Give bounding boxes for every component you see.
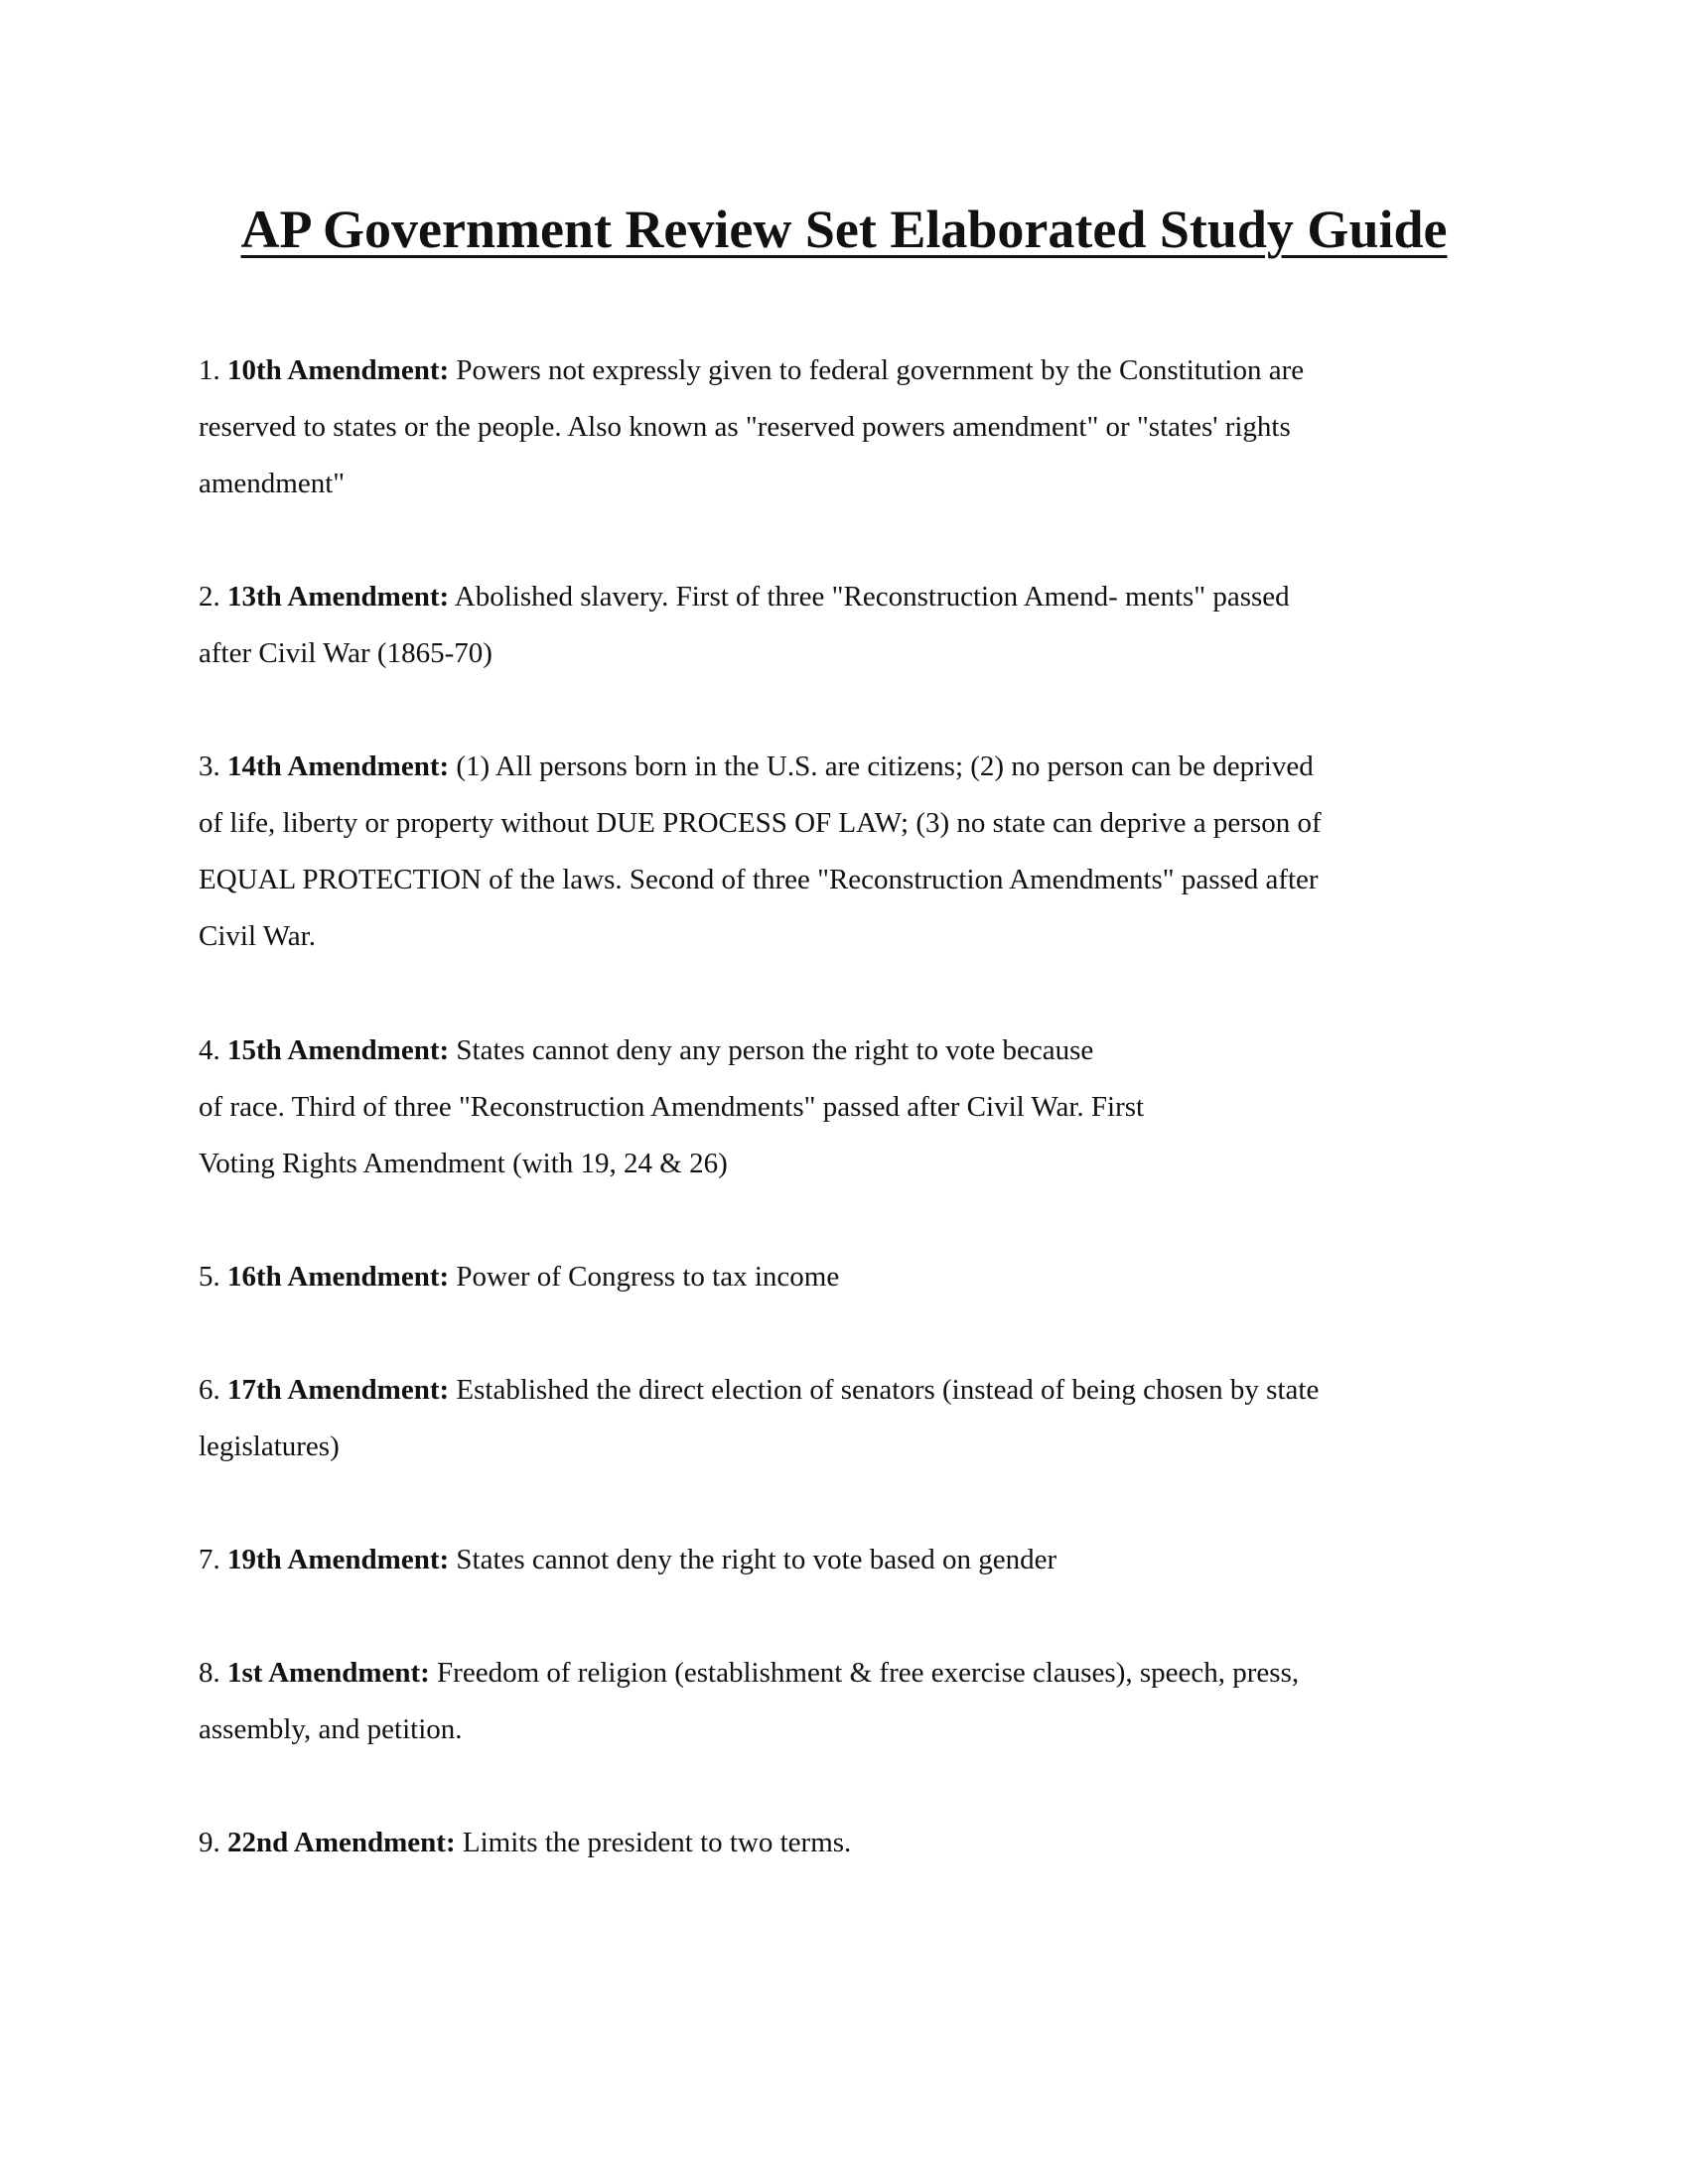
item-line	[199, 1815, 1489, 1871]
item-number: 5.	[199, 1261, 220, 1293]
item-line	[199, 342, 1489, 399]
item-number: 4.	[199, 1034, 220, 1066]
item-text: States cannot deny the right to vote based on gender	[456, 1544, 1057, 1575]
item-line: of life, liberty or property without DUE PROCESS OF LAW; (3) no state can deprive a person of	[199, 807, 1322, 839]
item-line: of race. Third of three "Reconstruction Amendments" passed after Civil War. First	[199, 1091, 1145, 1123]
page-title: AP Government Review Set Elaborated Study Guide	[240, 200, 1448, 259]
item-number: 3.	[199, 751, 220, 782]
item-number: 8.	[199, 1657, 220, 1689]
item-term: 15th Amendment:	[227, 1034, 450, 1066]
item-line: assembly, and petition.	[199, 1713, 463, 1745]
item-number: 1.	[199, 354, 220, 386]
item-text: States cannot deny any person the right to vote because	[456, 1034, 1094, 1066]
item-line: Civil War.	[199, 920, 316, 952]
item-number: 2.	[199, 581, 220, 613]
list-item	[199, 1532, 1489, 1588]
item-term: 10th Amendment:	[227, 354, 450, 386]
item-line	[199, 569, 1489, 625]
item-line: reserved to states or the people. Also known as "reserved powers amendment" or "states' rights	[199, 411, 1291, 443]
item-line	[199, 739, 1489, 795]
item-number: 9.	[199, 1827, 220, 1858]
item-text: Established the direct election of senators (instead of being chosen by state	[456, 1374, 1320, 1406]
item-line: Voting Rights Amendment (with 19, 24 & 26)	[199, 1148, 728, 1179]
list-item	[199, 1815, 1489, 1871]
list-item	[199, 569, 1489, 682]
item-line	[199, 1023, 1489, 1079]
item-line: legislatures)	[199, 1431, 340, 1462]
item-line: EQUAL PROTECTION of the laws. Second of three "Reconstruction Amendments" passed after	[199, 864, 1319, 895]
item-line	[199, 1362, 1489, 1419]
list-item	[199, 1362, 1489, 1475]
list-item	[199, 1249, 1489, 1305]
item-line: after Civil War (1865-70)	[199, 637, 492, 669]
list-item	[199, 739, 1489, 965]
item-term: 19th Amendment:	[227, 1544, 450, 1575]
item-text: Powers not expressly given to federal government by the Constitution are	[456, 354, 1305, 386]
list-item	[199, 1645, 1489, 1758]
item-text: Freedom of religion (establishment & free exercise clauses), speech, press,	[437, 1657, 1300, 1689]
item-term: 17th Amendment:	[227, 1374, 450, 1406]
item-term: 1st Amendment:	[227, 1657, 430, 1689]
item-text: Abolished slavery. First of three "Reconstruction Amend- ments" passed	[454, 581, 1290, 613]
item-term: 13th Amendment:	[227, 581, 450, 613]
item-term: 22nd Amendment:	[227, 1827, 456, 1858]
item-number: 7.	[199, 1544, 220, 1575]
item-text: Power of Congress to tax income	[456, 1261, 840, 1293]
item-term: 14th Amendment:	[227, 751, 450, 782]
item-line: amendment"	[199, 468, 346, 499]
item-line	[199, 1249, 1489, 1305]
item-line	[199, 1532, 1489, 1588]
item-line	[199, 1645, 1489, 1702]
item-text: (1) All persons born in the U.S. are citizens; (2) no person can be deprived	[456, 751, 1314, 782]
item-number: 6.	[199, 1374, 220, 1406]
list-item	[199, 342, 1489, 512]
item-text: Limits the president to two terms.	[462, 1827, 852, 1858]
list-item	[199, 1023, 1489, 1192]
item-term: 16th Amendment:	[227, 1261, 450, 1293]
